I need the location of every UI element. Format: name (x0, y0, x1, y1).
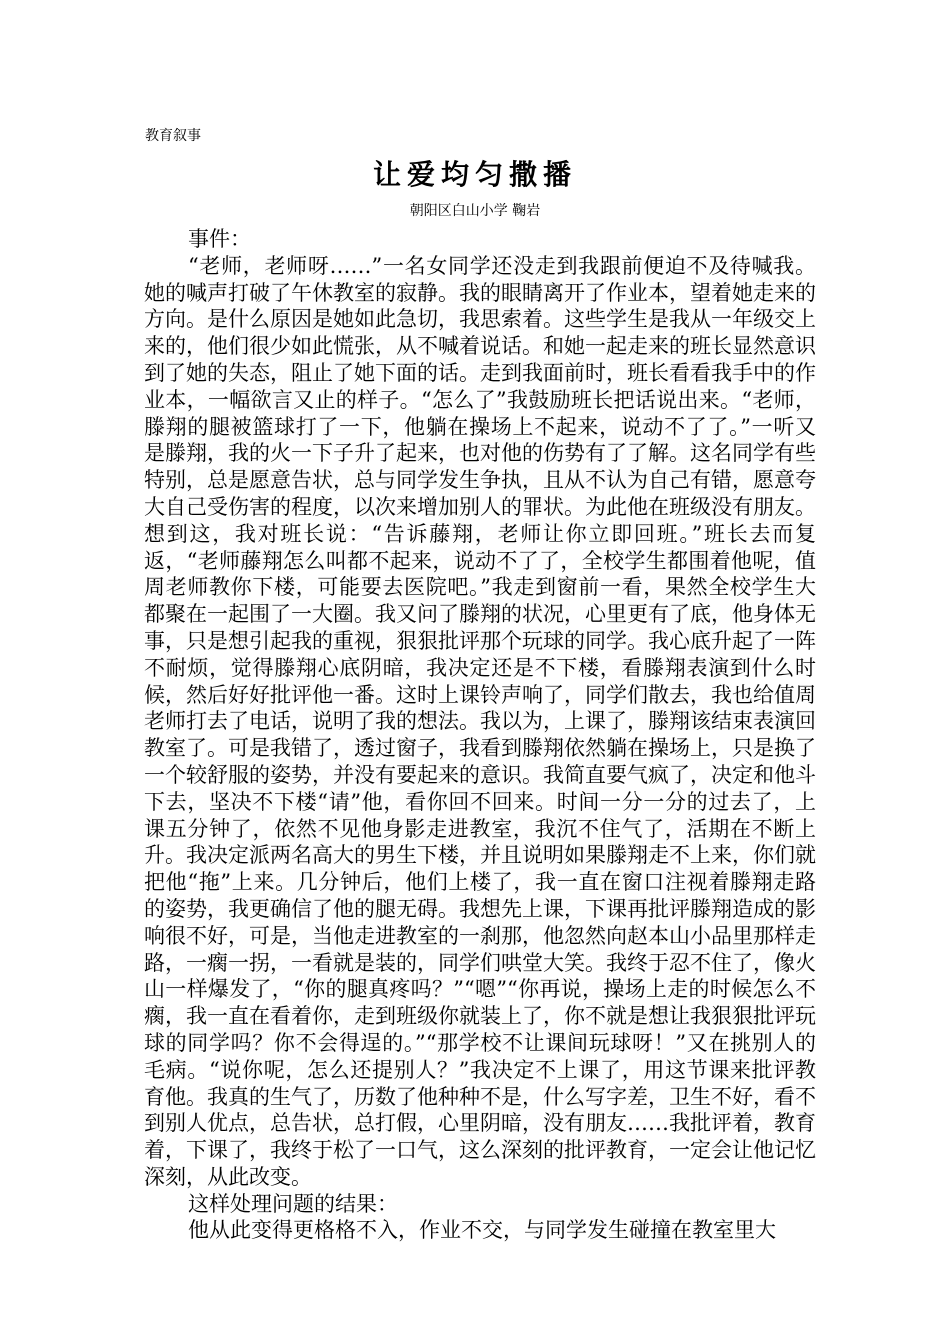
document-author: 朝阳区白山小学 鞠岩 (409, 203, 541, 219)
event-paragraph: “老师，老师呀……”一名女同学还没走到我跟前便迫不及待喊我。她的喊声打破了午休教室的寂静。我的眼睛离开了作业本，望着她走来的方向。是什么原因是她如此急切，我思索着。这些学生是我从一年级交上来的，他们很少如此慌张，从不喊着说话。和她一起走来的班长显然意识到了她的失态，阻止了她下面的话。走到我面前时，班长看看我手中的作业本，一幅欲言又止的样子。“怎么了”我鼓励班长把话说出来。“老师，滕翔的腿被篮球打了一下，他躺在操场上不起来，说动不了了。”一听又是滕翔，我的火一下子升了起来，也对他的伤势有了了解。这名同学有些特别，总是愿意告状，总与同学发生争执，且从不认为自己有错，愿意夸大自己受伤害的程度，以次来增加别人的罪状。为此他在班级没有朋友。想到这，我对班长说：“告诉藤翔，老师让你立即回班。”班长去而复返，“老师藤翔怎么叫都不起来，说动不了了，全校学生都围着他呢，值周老师教你下楼，可能要去医院吧。”我走到窗前一看，果然全校学生大都聚在一起围了一大圈。我又问了滕翔的状况，心里更有了底，他身体无事，只是想引起我的重视，狠狠批评那个玩球的同学。我心底升起了一阵不耐烦，觉得滕翔心底阴暗，我决定还是不下楼，看滕翔表演到什么时候，然后好好批评他一番。这时上课铃声响了，同学们散去，我也给值周老师打去了电话，说明了我的想法。我以为，上课了，滕翔该结束表演回教室了。可是我错了，透过窗子，我看到滕翔依然躺在操场上，只是换了一个较舒服的姿势，并没有要起来的意识。我简直要气疯了，决定和他斗下去，坚决不下楼“请”他，看你回不回来。时间一分一分的过去了，上课五分钟了，依然不见他身影走进教室，我沉不住气了，活期在不断上升。我决定派两名高大的男生下楼，并且说明如果滕翔走不上来，你们就把他“拖”上来。几分钟后，他们上楼了，我一直在窗口注视着滕翔走路的姿势，我更确信了他的腿无碍。我想先上课，下课再批评滕翔造成的影响很不好，可是，当他走进教室的一刹那，他忽然向赵本山小品里那样走路，一瘸一拐，一看就是装的，同学们哄堂大笑。我终于忍不住了，像火山一样爆发了，“你的腿真疼吗？”“嗯”“你再说，操场上走的时候怎么不瘸，我一直在看着你，走到班级你就装上了，你不就是想让我狠狠批评玩球的同学吗？你不会得逞的。”“那学校不让课间玩球呀！”又在挑别人的毛病。“说你呢，怎么还提别人？”我决定不上课了，用这节课来批评教育他。我真的生气了，历数了他种种不是，什么写字差，卫生不好，看不到别人优点，总告状，总打假，心里阴暗，没有朋友……我批评着，教育着，下课了，我终于松了一口气，这么深刻的批评教育，一定会让他记忆深刻，从此改变。 (144, 253, 816, 1189)
result-label: 这样处理问题的结果： (188, 1191, 398, 1216)
document-title: 让爱均匀撒播 (372, 158, 577, 191)
event-label: 事件： (188, 227, 251, 251)
result-paragraph: 他从此变得更格格不入，作业不交，与同学发生碰撞在教室里大 (188, 1218, 776, 1243)
document-category: 教育叙事 (145, 128, 201, 144)
document-body (144, 226, 816, 1244)
